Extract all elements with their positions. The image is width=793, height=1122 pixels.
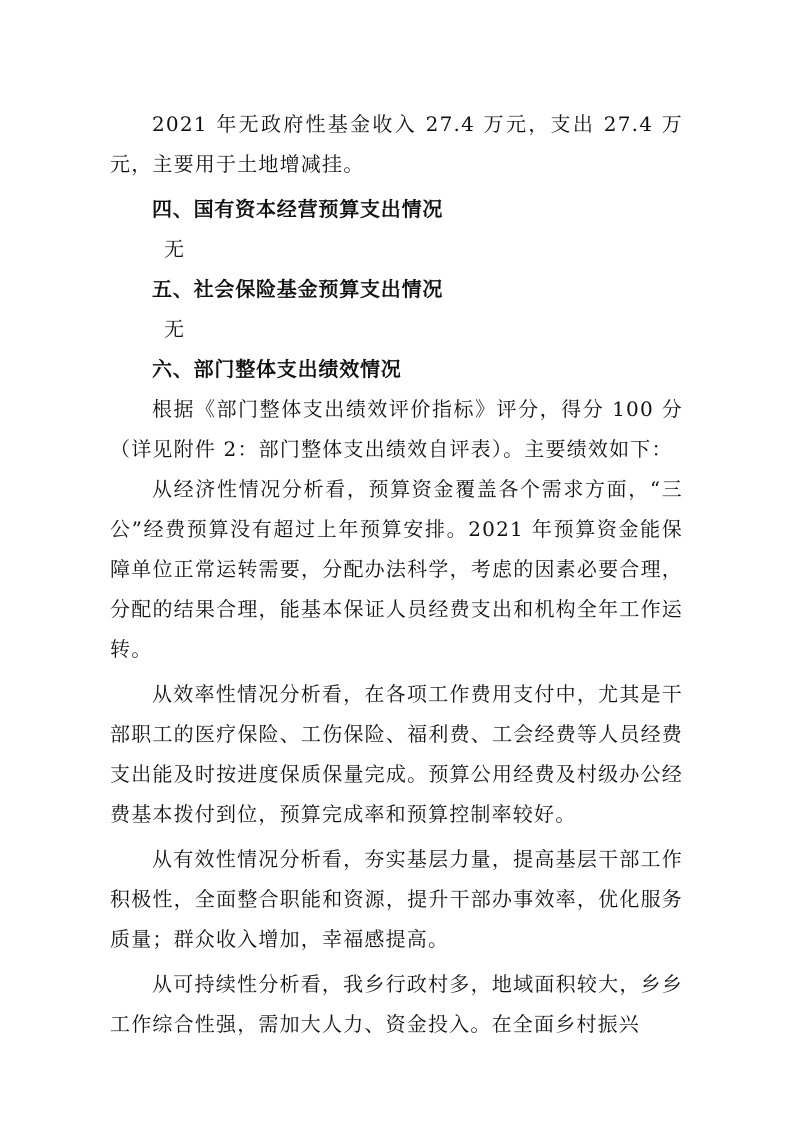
paragraph-none-state-capital: 无 xyxy=(164,237,184,261)
paragraph-fund-revenue: 2021 年无政府性基金收入 27.4 万元，支出 27.4 万元，主要用于土地增减挂。 xyxy=(110,112,683,176)
section-heading-social-insurance: 五、社会保险基金预算支出情况 xyxy=(152,277,444,301)
paragraph-score: 根据《部门整体支出绩效评价指标》评分，得分 100 分（详见附件 2：部门整体支出绩效自评表）。主要绩效如下： xyxy=(110,397,683,461)
paragraph-economy-analysis: 从经济性情况分析看，预算资金覆盖各个需求方面，“三公”经费预算没有超过上年预算安排。2021 年预算资金能保障单位正常运转需要，分配办法科学，考虑的因素必要合理，分配的结果合理，能基本保证人员经费支出和机构全年工作运转。 xyxy=(110,477,683,661)
section-heading-state-capital: 四、国有资本经营预算支出情况 xyxy=(152,197,444,221)
section-heading-performance: 六、部门整体支出绩效情况 xyxy=(152,357,402,381)
paragraph-effectiveness-analysis: 从有效性情况分析看，夯实基层力量，提高基层干部工作积极性，全面整合职能和资源，提升干部办事效率，优化服务质量；群众收入增加，幸福感提高。 xyxy=(110,847,683,951)
paragraph-efficiency-analysis: 从效率性情况分析看，在各项工作费用支付中，尤其是干部职工的医疗保险、工伤保险、福利费、工会经费等人员经费支出能及时按进度保质保量完成。预算公用经费及村级办公经费基本拨付到位，预算完成率和预算控制率较好。 xyxy=(110,682,683,826)
paragraph-none-social-insurance: 无 xyxy=(164,317,184,341)
paragraph-sustainability-analysis: 从可持续性分析看，我乡行政村多，地域面积较大，乡乡工作综合性强，需加大人力、资金投入。在全面乡村振兴 xyxy=(110,972,683,1036)
